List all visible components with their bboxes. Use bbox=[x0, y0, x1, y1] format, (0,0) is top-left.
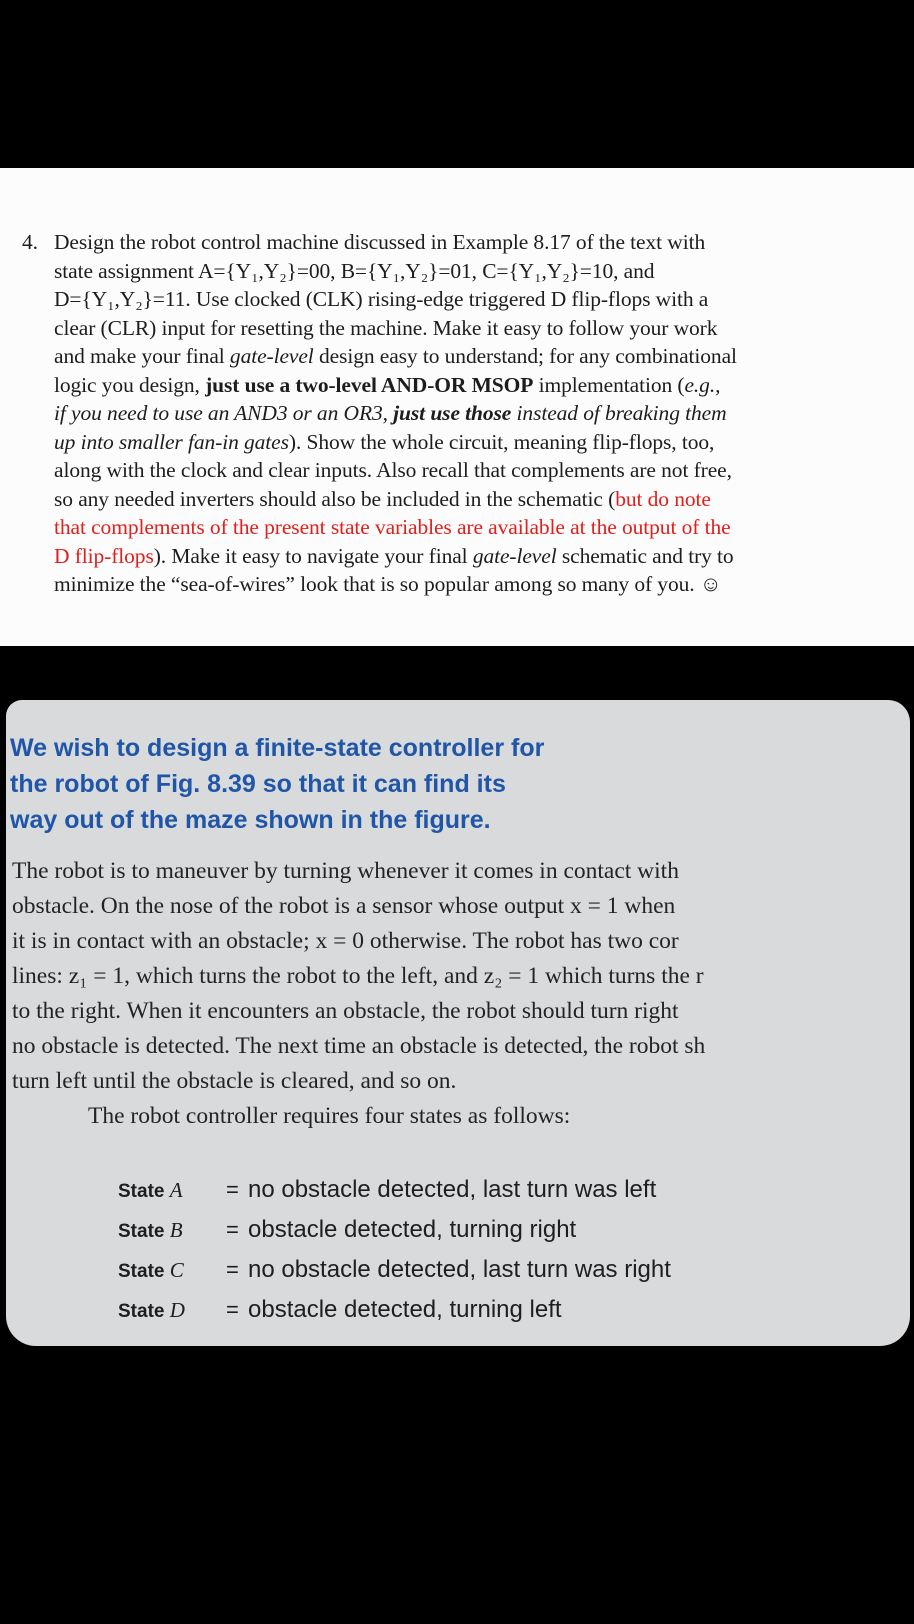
problem-line: clear (CLR) input for resetting the machine. Make it easy to follow your work bbox=[54, 315, 718, 340]
state-row-a: State A = no obstacle detected, last turn was left bbox=[118, 1176, 657, 1203]
para-line: obstacle. On the nose of the robot is a sensor whose output x = 1 when bbox=[12, 893, 676, 919]
para-line: no obstacle is detected. The next time an obstacle is detected, the robot sh bbox=[12, 1033, 706, 1059]
example-paragraph bbox=[12, 854, 910, 1134]
state-description: no obstacle detected, last turn was left bbox=[248, 1176, 657, 1203]
problem-line: state assignment A={Y₁,Y₂}=00, B={Y₁,Y₂}=01, C={Y₁,Y₂}=10, and bbox=[54, 258, 655, 283]
problem-line: so any needed inverters should also be included in the schematic (but do note bbox=[54, 486, 711, 511]
example-title bbox=[10, 730, 910, 838]
state-var: D bbox=[169, 1298, 185, 1322]
red-note-text: but do note bbox=[615, 486, 711, 511]
bold-italic-text: just use those bbox=[393, 401, 512, 425]
problem-number: 4. bbox=[22, 230, 38, 254]
title-line: the robot of Fig. 8.39 so that it can find its bbox=[10, 770, 506, 798]
top-black-band bbox=[0, 0, 914, 168]
problem-line: up into smaller fan-in gates). Show the whole circuit, meaning flip-flops, too, bbox=[54, 429, 715, 454]
state-var: A bbox=[169, 1178, 183, 1202]
para-line: The robot is to maneuver by turning whenever it comes in contact with bbox=[12, 858, 679, 884]
textbook-example-card bbox=[6, 700, 910, 1346]
para-line: it is in contact with an obstacle; x = 0 otherwise. The robot has two cor bbox=[12, 928, 679, 954]
bottom-black-band bbox=[0, 1346, 914, 1624]
state-var: C bbox=[169, 1258, 184, 1282]
problem-body bbox=[54, 228, 894, 599]
state-row-b: State B = obstacle detected, turning right bbox=[118, 1216, 577, 1243]
problem-line-red: that complements of the present state variables are available at the output of the bbox=[54, 515, 731, 539]
problem-panel bbox=[0, 168, 914, 646]
problem-line: D flip-flops). Make it easy to navigate your final gate-level schematic and try to bbox=[54, 543, 734, 568]
state-description: obstacle detected, turning left bbox=[248, 1296, 562, 1323]
problem-line: if you need to use an AND3 or an OR3, just use those instead of breaking them bbox=[54, 401, 727, 425]
state-description: obstacle detected, turning right bbox=[248, 1216, 577, 1243]
title-line: way out of the maze shown in the figure. bbox=[10, 806, 491, 834]
para-line: turn left until the obstacle is cleared, and so on. bbox=[12, 1068, 457, 1094]
state-row-d: State D = obstacle detected, turning left bbox=[118, 1296, 562, 1323]
title-line: We wish to design a finite-state controller for bbox=[10, 734, 545, 762]
italic-text: gate-level bbox=[229, 344, 314, 368]
states-intro: The robot controller requires four states as follows: bbox=[88, 1103, 571, 1129]
state-list bbox=[118, 1170, 898, 1330]
problem-line: minimize the “sea-of-wires” look that is so popular among so many of you. ☺ bbox=[54, 572, 722, 596]
problem-statement bbox=[22, 228, 894, 599]
problem-line: logic you design, just use a two-level AND-OR MSOP implementation (e.g., bbox=[54, 372, 721, 397]
red-note-text: D flip-flops bbox=[54, 543, 154, 568]
bold-text: just use a two-level AND-OR MSOP bbox=[205, 372, 534, 397]
state-var: B bbox=[169, 1218, 183, 1242]
problem-line: and make your final gate-level design easy to understand; for any combinational bbox=[54, 344, 737, 368]
problem-line: Design the robot control machine discussed in Example 8.17 of the text with bbox=[54, 230, 706, 254]
problem-line: D={Y₁,Y₂}=11. Use clocked (CLK) rising-edge triggered D flip-flops with a bbox=[54, 287, 709, 311]
para-line: to the right. When it encounters an obstacle, the robot should turn right bbox=[12, 998, 679, 1024]
state-description: no obstacle detected, last turn was right bbox=[248, 1256, 671, 1283]
para-line: lines: z₁ = 1, which turns the robot to the left, and z₂ = 1 which turns the r bbox=[12, 963, 704, 989]
problem-line: along with the clock and clear inputs. Also recall that complements are not free, bbox=[54, 458, 732, 482]
italic-text: e.g., bbox=[684, 372, 721, 397]
state-row-c: State C = no obstacle detected, last turn was right bbox=[118, 1256, 671, 1283]
